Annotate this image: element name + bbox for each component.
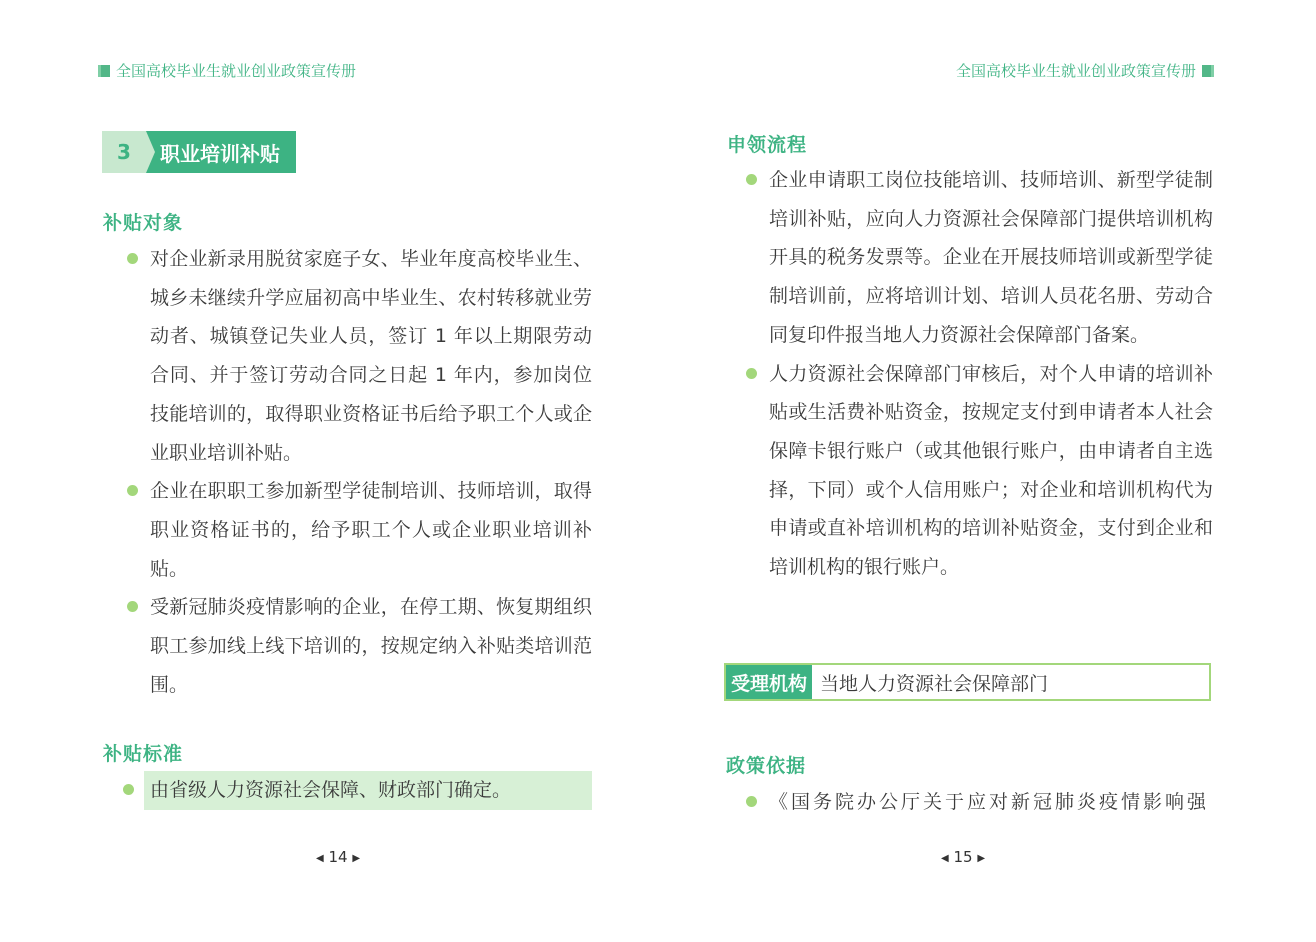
running-head-mark-icon bbox=[1202, 65, 1214, 77]
list-item-text: 由省级人力资源社会保障、财政部门确定。 bbox=[144, 771, 592, 810]
subsidy-standard-heading: 补贴标准 bbox=[103, 743, 184, 765]
list-item bbox=[745, 783, 1213, 822]
list-item bbox=[126, 240, 592, 472]
bullet-icon bbox=[127, 253, 138, 264]
policy-basis-heading: 政策依据 bbox=[726, 755, 807, 777]
running-head-text: 全国高校毕业生就业创业政策宣传册 bbox=[955, 62, 1196, 80]
bullet-icon bbox=[127, 601, 138, 612]
handling-agency-value: 当地人力资源社会保障部门 bbox=[820, 672, 1049, 695]
triangle-left-icon: ◀ bbox=[316, 853, 324, 864]
section-badge bbox=[102, 131, 296, 173]
list-item-text: 对企业新录用脱贫家庭子女、毕业年度高校毕业生、城乡未继续升学应届初高中毕业生、农村转移就业劳动者、城镇登记失业人员，签订 1 年以上期限劳动合同、并于签订劳动合同之日起 1 年内，参加岗位技能培训的，取得职业资格证书后给予职工个人或企业职业培训补贴。 bbox=[150, 248, 592, 464]
list-item bbox=[745, 161, 1213, 355]
list-item bbox=[126, 472, 592, 588]
running-head bbox=[98, 60, 356, 81]
page-number bbox=[316, 848, 360, 866]
bullet-icon bbox=[746, 174, 757, 185]
list-item bbox=[745, 355, 1213, 587]
application-process-list bbox=[745, 161, 1213, 587]
bullet-icon bbox=[746, 796, 757, 807]
page-number-text: 15 bbox=[953, 848, 973, 866]
subsidy-target-list bbox=[126, 240, 592, 704]
handling-agency-label: 受理机构 bbox=[726, 665, 812, 699]
page-number bbox=[941, 848, 985, 866]
list-item-text: 企业申请职工岗位技能培训、技师培训、新型学徒制培训补贴，应向人力资源社会保障部门提供培训机构开具的税务发票等。企业在开展技师培训或新型学徒制培训前，应将培训计划、培训人员花名册、劳动合同复印件报当地人力资源社会保障部门备案。 bbox=[769, 169, 1213, 346]
list-item-text: 《国务院办公厅关于应对新冠肺炎疫情影响强 bbox=[769, 791, 1210, 813]
handling-agency-box bbox=[724, 663, 1211, 701]
application-process-heading: 申领流程 bbox=[727, 134, 808, 156]
triangle-right-icon: ▶ bbox=[352, 853, 361, 864]
section-number: 3 bbox=[102, 131, 146, 173]
triangle-left-icon: ◀ bbox=[941, 853, 949, 864]
triangle-right-icon: ▶ bbox=[977, 853, 986, 864]
running-head-text: 全国高校毕业生就业创业政策宣传册 bbox=[116, 62, 357, 80]
list-item bbox=[126, 588, 592, 704]
bullet-icon bbox=[746, 368, 757, 379]
bullet-icon bbox=[123, 784, 134, 795]
subsidy-standard-list bbox=[120, 771, 592, 810]
list-item-text: 人力资源社会保障部门审核后，对个人申请的培训补贴或生活费补贴资金，按规定支付到申请者本人社会保障卡银行账户（或其他银行账户，由申请者自主选择，下同）或个人信用账户；对企业和培训机构代为申请或直补培训机构的培训补贴资金，支付到企业和培训机构的银行账户。 bbox=[769, 362, 1213, 579]
section-title: 职业培训补贴 bbox=[146, 131, 296, 173]
page-number-text: 14 bbox=[328, 848, 348, 866]
bullet-icon bbox=[127, 485, 138, 496]
right-page bbox=[658, 0, 1316, 942]
subsidy-target-heading: 补贴对象 bbox=[103, 212, 184, 234]
policy-basis-list bbox=[745, 783, 1213, 822]
list-item-text: 企业在职职工参加新型学徒制培训、技师培训，取得职业资格证书的，给予职工个人或企业职业培训补贴。 bbox=[150, 480, 592, 580]
list-item-text: 受新冠肺炎疫情影响的企业，在停工期、恢复期组织职工参加线上线下培训的，按规定纳入补贴类培训范围。 bbox=[150, 596, 592, 696]
running-head bbox=[956, 60, 1214, 81]
running-head-mark-icon bbox=[98, 65, 110, 77]
list-item bbox=[120, 771, 592, 810]
